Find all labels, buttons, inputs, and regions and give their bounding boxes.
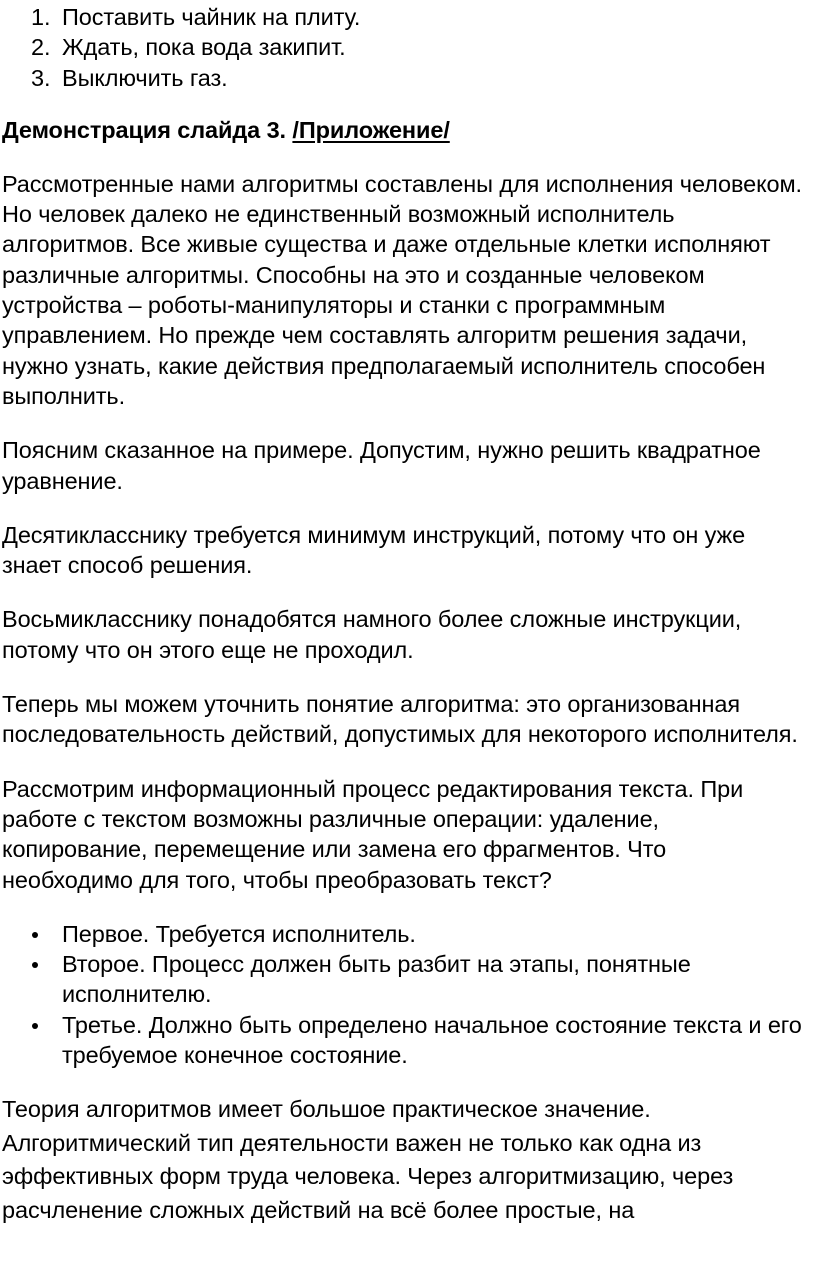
list-item [31,63,802,93]
bullet-icon [32,962,38,968]
paragraph: Поясним сказанное на примере. Допустим, нужно решить квадратное уравнение. [2,437,761,494]
list-item-text: Второе. Процесс должен быть разбит на этапы, понятные исполнителю. [62,951,691,1008]
list-item-text: Выключить газ. [62,64,228,91]
document-body [2,2,802,1227]
list-item-text: Поставить чайник на плиту. [62,4,361,30]
list-item [62,919,802,949]
bullet-icon [32,1023,38,1029]
paragraph: Теперь мы можем уточнить понятие алгоритма: это организованная последовательность действий, допустимых для некоторого исполнителя. [2,691,798,748]
list-item-text: Третье. Должно быть определено начальное состояние текста и его требуемое конечное состояние. [62,1011,802,1069]
appendix-link[interactable]: /Приложение/ [292,116,450,143]
list-item-number: 2. [31,34,51,61]
paragraph: Десятикласснику требуется минимум инструкций, потому что он уже знает способ решения. [2,521,746,579]
paragraph: Восьмикласснику понадобятся намного более сложные инструкции, потому что он этого еще не проходил. [2,606,742,663]
section-heading [2,115,802,145]
paragraph: Рассмотренные нами алгоритмы составлены для исполнения человеком. Но человек далеко не единственный возможный исполнитель алгоритмов. Все живые существа и даже отдельные клетки исполняют различные алгоритмы. Способны на это и созданные человеком устройства – роботы-манипуляторы и станки с программным управлением. Но прежде чем составлять алгоритм решения задачи, нужно узнать, какие действия предполагаемый исполнитель способен выполнить. [2,170,802,409]
list-item-number: 1. [31,4,51,30]
list-item [31,32,802,62]
bullet-icon [32,932,38,938]
paragraph: Рассмотрим информационный процесс редактирования текста. При работе с текстом возможны различные операции: удаление, копирование, перемещение или замена его фрагментов. Что необходимо для того, чтобы преобразовать текст? [2,775,744,893]
list-item-text: Ждать, пока вода закипит. [62,34,346,61]
list-item [62,1010,802,1071]
numbered-steps-list [2,2,802,93]
list-item [31,2,802,32]
list-item [62,949,802,1010]
section-heading-text: Демонстрация слайда 3. [2,116,293,143]
closing-paragraph: Теория алгоритмов имеет большое практическое значение. Алгоритмический тип деятельности важен не только как одна из эффективных форм труда человека. Через алгоритмизацию, через расчленение сложных действий на всё более простые, на [2,1096,734,1223]
list-item-text: Первое. Требуется исполнитель. [62,920,416,947]
bulleted-list [2,919,802,1070]
list-item-number: 3. [31,64,51,91]
